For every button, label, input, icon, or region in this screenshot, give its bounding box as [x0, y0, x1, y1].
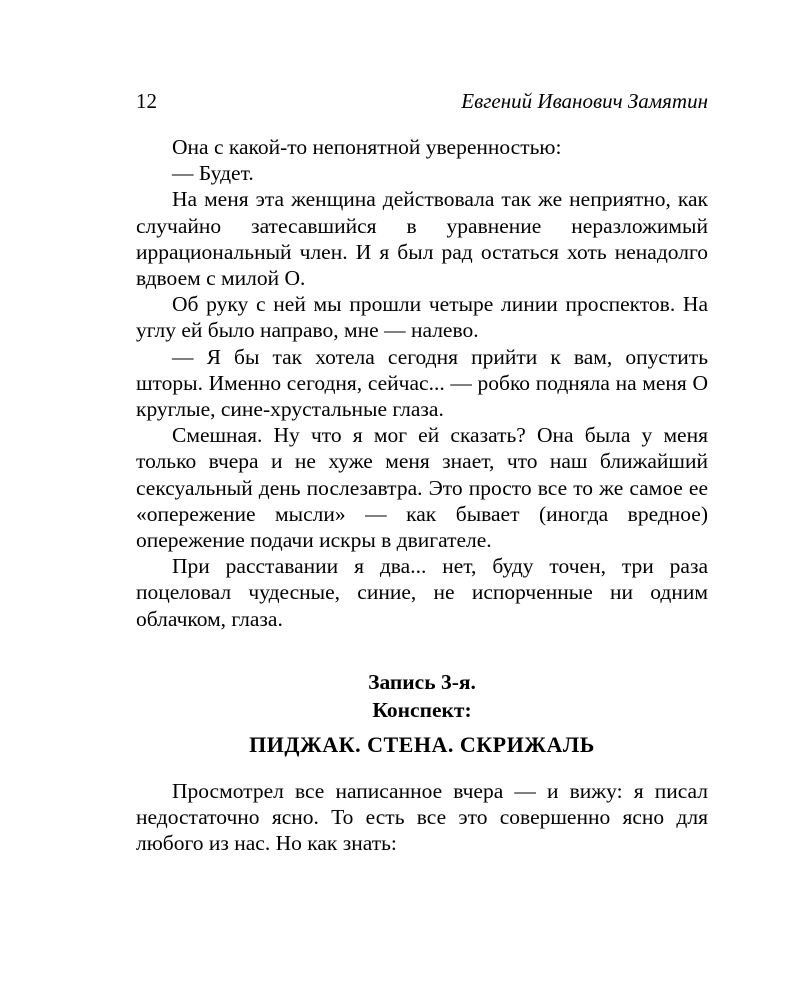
entry-number: Запись 3-я. — [368, 669, 476, 694]
section-body — [136, 778, 708, 857]
running-title-author: Евгений Иванович Замятин — [461, 89, 708, 113]
section-heading — [136, 668, 708, 760]
page-number: 12 — [136, 89, 157, 113]
body-text — [136, 134, 708, 632]
paragraph: Она с какой-то непонятной уверенностью: — [172, 135, 562, 159]
paragraph: Об руку с ней мы прошли четыре линии проспектов. На углу ей было направо, мне — налево. — [136, 292, 708, 343]
entry-title: ПИДЖАК. СТЕНА. СКРИЖАЛЬ — [249, 731, 595, 757]
paragraph: — Будет. — [172, 161, 254, 186]
summary-label: Конспект: — [372, 697, 472, 722]
paragraph: Просмотрел все написанное вчера — и вижу: я писал недостаточно ясно. То есть все это совершенно ясно для любого из нас. Но как знать: — [136, 778, 708, 856]
running-head — [136, 84, 708, 118]
paragraph: — Я бы так хотела сегодня прийти к вам, опустить шторы. Именно сегодня, сейчас... — робко подняла на меня О круглые, сине-хрустальные глаза. — [136, 344, 708, 422]
paragraph: При расставании я два... нет, буду точен, три раза поцеловал чудесные, синие, не испорченные ни одним облачком, глаза. — [136, 554, 708, 631]
paragraph: На меня эта женщина действовала так же неприятно, как случайно затесавшийся в уравнение неразложимый иррациональный член. И я был рад остаться хоть ненадолго вдвоем с милой О. — [136, 187, 708, 291]
book-page — [136, 84, 708, 856]
paragraph: Смешная. Ну что я мог ей сказать? Она была у меня только вчера и не хуже меня знает, что наш ближайший сексуальный день послезавтра. Это просто все то же самое ее «опережение мысли» — как бывает (иногда вредное) опережение подачи искры в двигателе. — [136, 423, 708, 553]
